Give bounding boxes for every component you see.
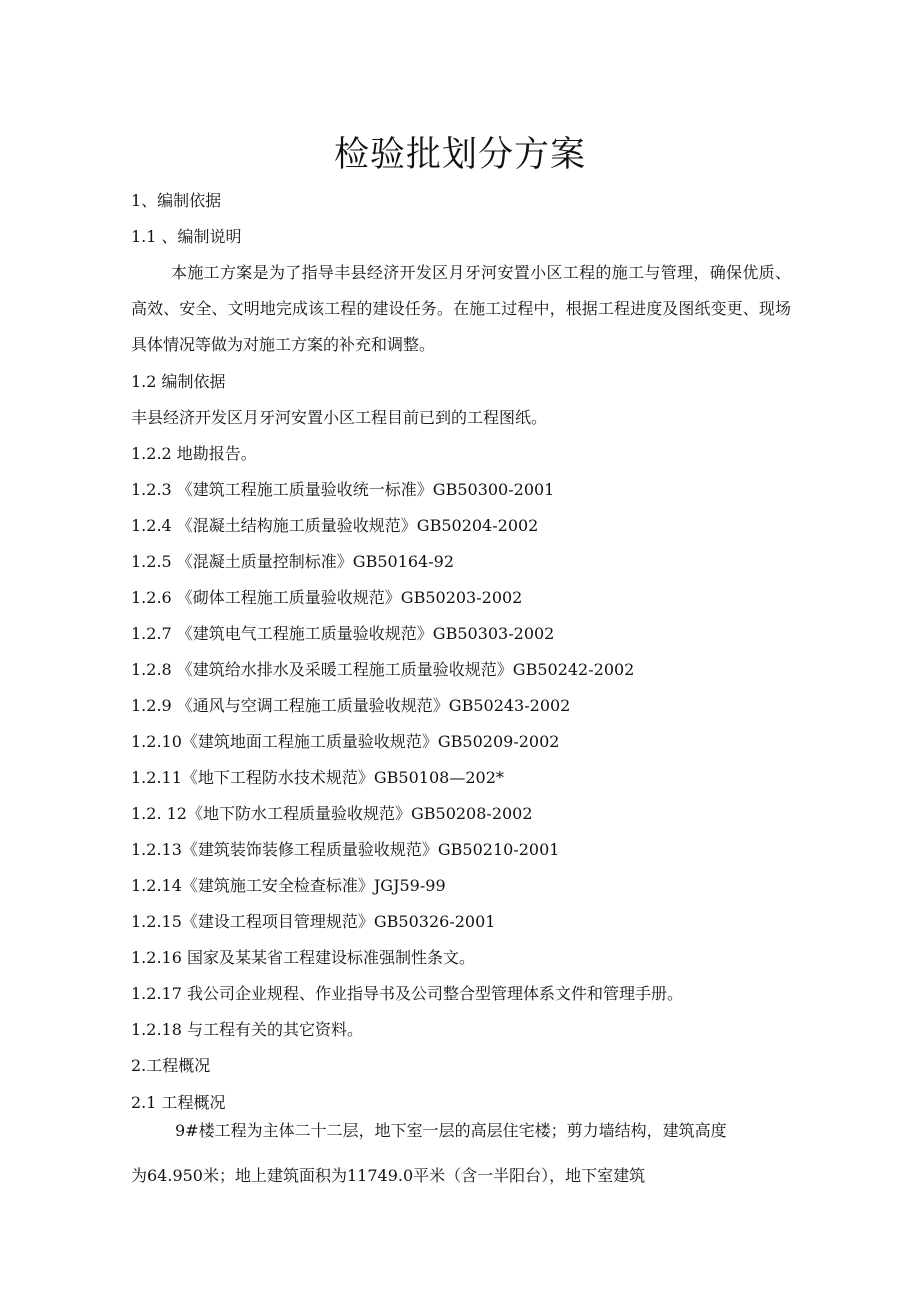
basis-item-1-2-8: 1.2.8 《建筑给水排水及采暖工程施工质量验收规范》GB50242-2002 [131, 660, 635, 679]
overview-paragraph: 9#楼工程为主体二十二层，地下室一层的高层住宅楼；剪力墙结构，建筑高度为64.950米；地上建筑面积为11749.0平米（含一半阳台），地下室建筑 [131, 1121, 727, 1185]
basis-item-1-2-9: 1.2.9 《通风与空调工程施工质量验收规范》GB50243-2002 [131, 696, 571, 715]
basis-item-1-2-4: 1.2.4 《混凝土结构施工质量验收规范》GB50204-2002 [131, 516, 539, 535]
basis-item-1-2-13: 1.2.13《建筑装饰装修工程质量验收规范》GB50210-2001 [131, 840, 560, 859]
basis-item-drawings: 丰县经济开发区月牙河安置小区工程目前已到的工程图纸。 [131, 408, 548, 427]
basis-item-1-2-16: 1.2.16 国家及某某省工程建设标准强制性条文。 [131, 948, 475, 967]
basis-item-1-2-15: 1.2.15《建设工程项目管理规范》GB50326-2001 [131, 912, 496, 931]
intro-paragraph: 本施工方案是为了指导丰县经济开发区月牙河安置小区工程的施工与管理，确保优质、高效、安全、文明地完成该工程的建设任务。在施工过程中，根据工程进度及图纸变更、现场具体情况等做为对施工方案的补充和调整。 [131, 263, 791, 354]
basis-item-1-2-2: 1.2.2 地勘报告。 [131, 444, 257, 463]
basis-item-1-2-6: 1.2.6 《砌体工程施工质量验收规范》GB50203-2002 [131, 588, 523, 607]
subsection-heading-basis: 1.2 编制依据 [131, 372, 226, 391]
basis-item-1-2-18: 1.2.18 与工程有关的其它资料。 [131, 1020, 363, 1039]
basis-item-1-2-5: 1.2.5 《混凝土质量控制标准》GB50164-92 [131, 552, 455, 571]
basis-item-1-2-11: 1.2.11《地下工程防水技术规范》GB50108—202* [131, 768, 504, 787]
basis-item-1-2-12: 1.2. 12《地下防水工程质量验收规范》GB50208-2002 [131, 804, 533, 823]
basis-item-1-2-7: 1.2.7 《建筑电气工程施工质量验收规范》GB50303-2002 [131, 624, 555, 643]
section-heading-project-overview: 2.工程概况 [131, 1056, 211, 1075]
document-title: 检验批划分方案 [333, 135, 586, 175]
basis-item-1-2-10: 1.2.10《建筑地面工程施工质量验收规范》GB50209-2002 [131, 732, 560, 751]
subsection-heading-project-overview: 2.1 工程概况 [131, 1093, 226, 1112]
basis-item-1-2-14: 1.2.14《建筑施工安全检查标准》JGJ59-99 [131, 876, 446, 895]
section-heading-compile-basis: 1、编制依据 [131, 191, 222, 210]
basis-item-1-2-3: 1.2.3 《建筑工程施工质量验收统一标准》GB50300-2001 [131, 480, 555, 499]
basis-item-1-2-17: 1.2.17 我公司企业规程、作业指导书及公司整合型管理体系文件和管理手册。 [131, 984, 683, 1003]
subsection-heading-compile-notes: 1.1 、编制说明 [131, 227, 242, 246]
